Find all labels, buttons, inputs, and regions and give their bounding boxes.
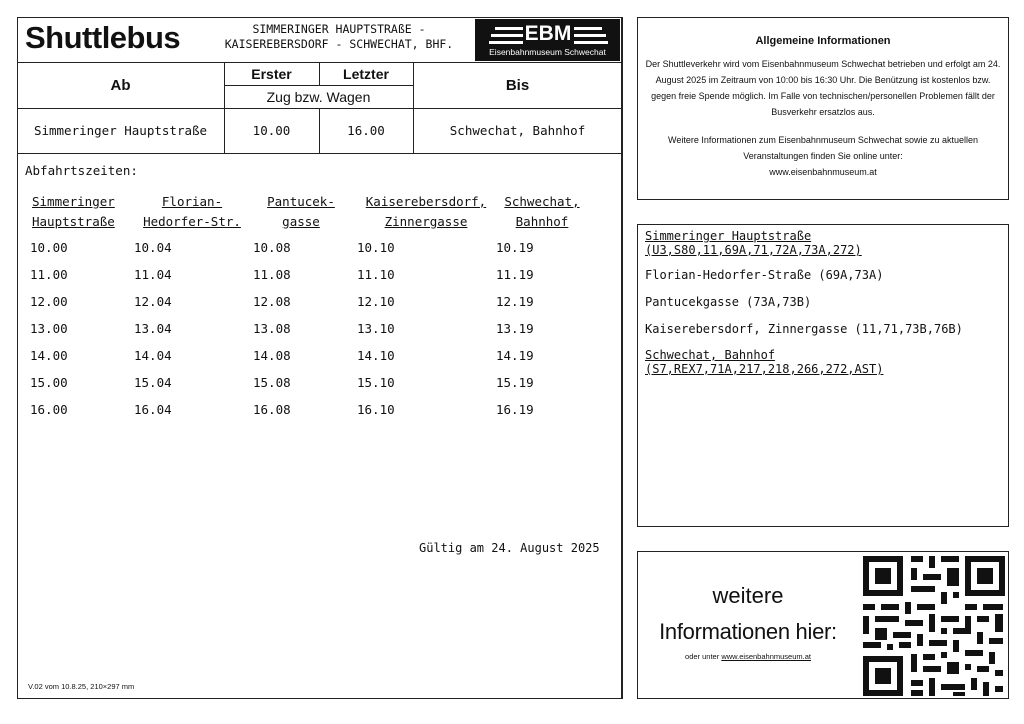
stop-header: Simmeringer Hauptstraße (32, 194, 115, 229)
connections-list (645, 229, 1005, 376)
list-item: Pantucekgasse (73A,73B) (645, 295, 812, 309)
logo-text: EBM (524, 22, 572, 45)
stop-header: Schwechat, Bahnhof (504, 194, 580, 229)
column-divider (622, 17, 623, 699)
more-info-prefix: oder unter (685, 652, 720, 661)
list-item: Florian-Hedorfer-Straße (69A,73A) (645, 268, 884, 282)
route-line-1: SIMMERINGER HAUPTSTRAßE - (252, 22, 426, 36)
service-grid-h3 (17, 153, 622, 154)
service-last: 16.00 (347, 123, 385, 138)
page-title: Shuttlebus (25, 20, 181, 55)
info-website-link[interactable]: www.eisenbahnmuseum.at (769, 167, 877, 177)
col-header-from: Ab (110, 76, 131, 94)
info-heading: Allgemeine Informationen (755, 35, 891, 47)
route-line-2: KAISEREBERSDORF - SCHWECHAT, BHF. (224, 37, 454, 51)
route-description (208, 22, 470, 52)
more-info-line-2: Informationen hier: (659, 619, 837, 644)
table-row: 16.00 16.04 16.08 16.10 16.19 (30, 402, 534, 417)
qr-code[interactable] (861, 554, 1007, 698)
departures-heading: Abfahrtszeiten: (25, 163, 138, 178)
logo-stripes-right (574, 27, 608, 45)
table-row: 11.00 11.04 11.08 11.10 11.19 (30, 267, 534, 282)
logo-stripes-left (489, 27, 523, 45)
ebm-logo (475, 19, 620, 61)
col-header-first: Erster (251, 65, 292, 82)
col-header-to: Bis (505, 76, 530, 94)
info-paragraph-2: Weitere Informationen zum Eisenbahnmuseum Schwechat sowie zu aktuellen Veranstaltungen finden Sie online unter: (668, 135, 978, 161)
col-header-last: Letzter (343, 65, 389, 82)
service-first: 10.00 (252, 123, 291, 138)
valid-note: Gültig am 24. August 2025 (419, 541, 600, 555)
logo-subtitle: Eisenbahnmuseum Schwechat (489, 47, 606, 57)
more-info-line-1: weitere (712, 583, 784, 608)
version-note: V.02 vom 10.8.25, 210×297 mm (28, 682, 135, 691)
service-from: Simmeringer Hauptstraße (33, 123, 208, 138)
list-item: Schwechat, Bahnhof (S7,REX7,71A,217,218,266,272,AST) (645, 348, 884, 376)
stop-header: Florian- Hedorfer-Str. (143, 194, 241, 229)
more-info-small (645, 652, 851, 661)
info-paragraph-1: Der Shuttleverkehr wird vom Eisenbahnmuseum Schwechat betrieben und erfolgt am 24. August 2025 im Zeitraum von 10:00 bis 16:30 Uhr. Die Benützung ist kostenlos bzw. gegen freie Spende möglich. Im Falle von technischen/personellen Problemen fällt der Busverkehr ersatzlos aus. (645, 59, 1001, 117)
service-to: Schwechat, Bahnhof (449, 123, 586, 138)
stop-header: Pantucek- gasse (267, 194, 335, 229)
table-row: 12.00 12.04 12.08 12.10 12.19 (30, 294, 534, 309)
stop-header: Kaiserebersdorf, Zinnergasse (365, 194, 487, 229)
more-info-link[interactable]: www.eisenbahnmuseum.at (721, 652, 811, 661)
col-header-sub: Zug bzw. Wagen (266, 88, 371, 105)
table-row: 14.00 14.04 14.08 14.10 14.19 (30, 348, 534, 363)
table-row: 15.00 15.04 15.08 15.10 15.19 (30, 375, 534, 390)
table-row: 13.00 13.04 13.08 13.10 13.19 (30, 321, 534, 336)
table-row: 10.00 10.04 10.08 10.10 10.19 (30, 240, 534, 255)
list-item: Kaiserebersdorf, Zinnergasse (11,71,73B,76B) (645, 322, 963, 336)
list-item: Simmeringer Hauptstraße (U3,S80,11,69A,71,72A,73A,272) (645, 229, 862, 257)
timetable-rows (17, 240, 622, 429)
